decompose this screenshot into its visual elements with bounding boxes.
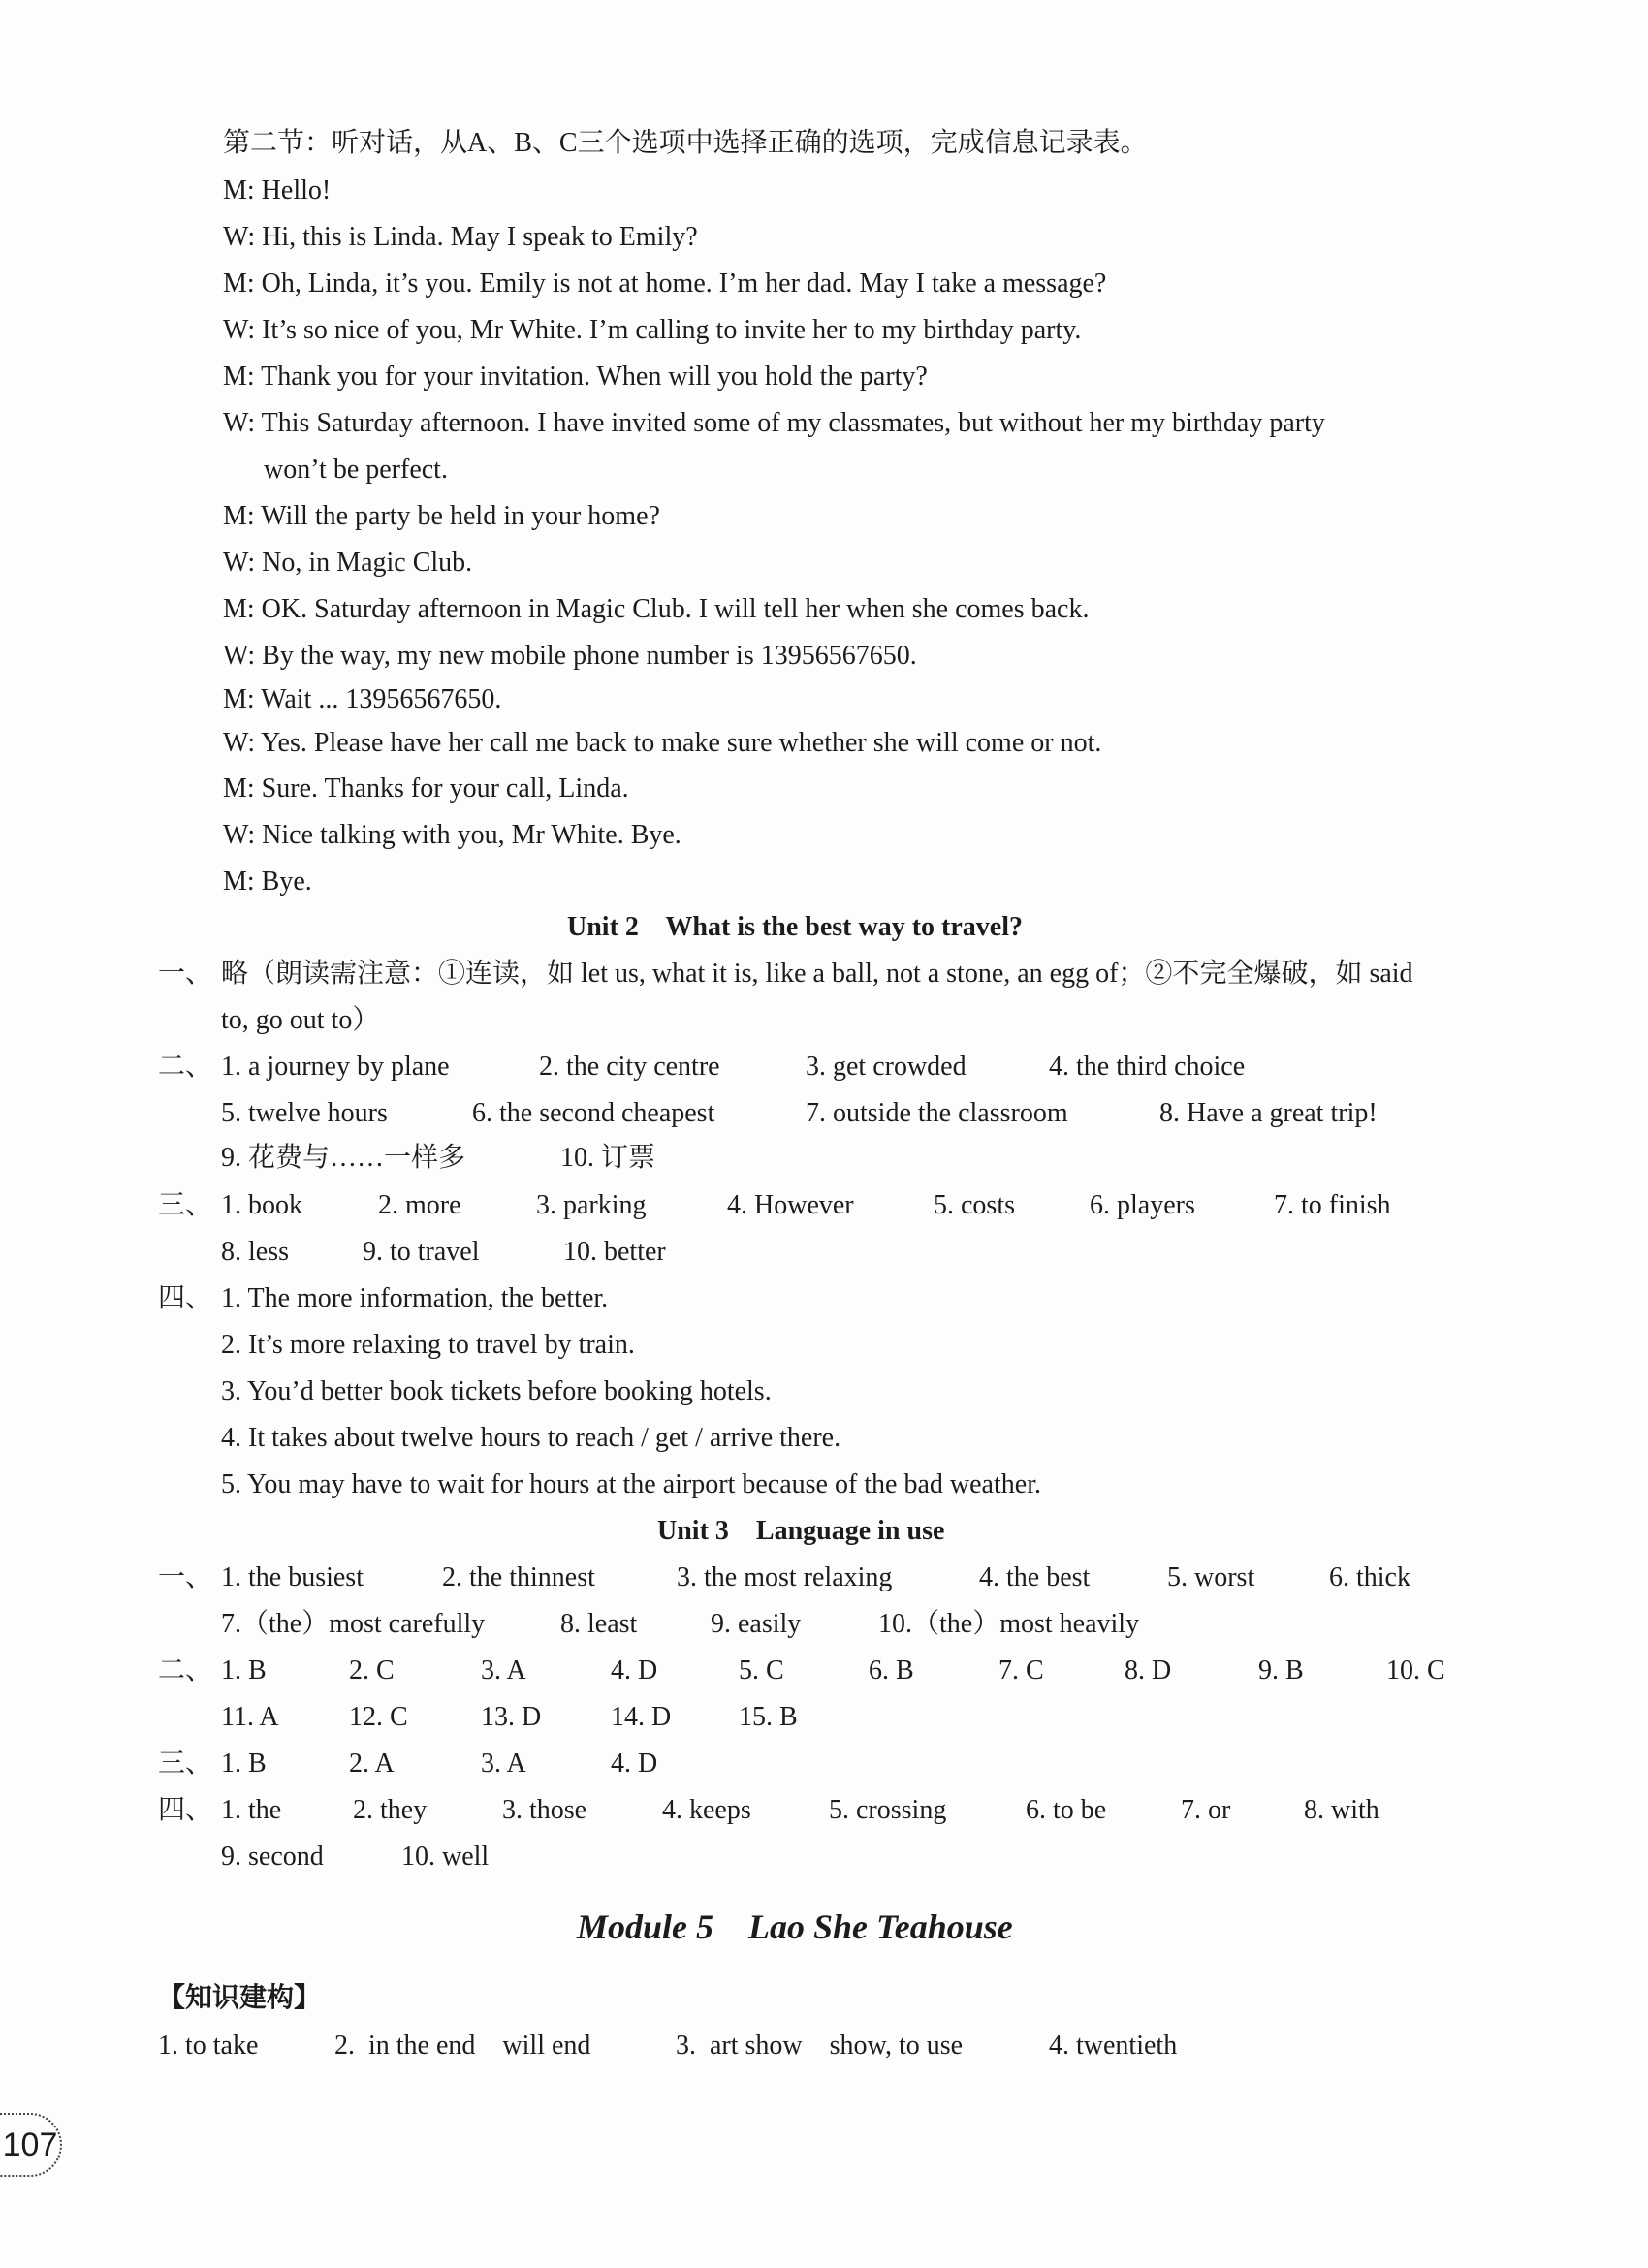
dialogue-line: M: Sure. Thanks for your call, Linda. <box>223 773 629 803</box>
dialogue-line: W: Yes. Please have her call me back to make sure whether she will come or not. <box>223 728 1102 758</box>
section-heading: 第二节：听对话，从A、B、C三个选项中选择正确的选项，完成信息记录表。 <box>223 128 1148 158</box>
part-marker: 二、 <box>158 1655 213 1685</box>
answer-item: 1. to take <box>158 2031 259 2061</box>
answer-item: 9. to travel <box>363 1237 480 1267</box>
unit2-title: Unit 2 What is the best way to travel? <box>567 912 1024 942</box>
answer-sentence: 5. You may have to wait for hours at the airport because of the bad weather. <box>221 1469 1041 1499</box>
answer-item: 3. those <box>502 1795 587 1825</box>
dialogue-line: M: Hello! <box>223 175 332 205</box>
answer-item: 8. D <box>1125 1655 1172 1685</box>
module-title: Module 5 Lao She Teahouse <box>577 1907 1013 1946</box>
part-marker: 四、 <box>158 1283 213 1313</box>
answer-item: 9. 花费与……一样多 <box>221 1143 466 1173</box>
part-marker: 四、 <box>158 1795 213 1825</box>
answer-item: 3. art show show, to use <box>676 2031 964 2061</box>
dialogue-line: won’t be perfect. <box>264 455 448 485</box>
answer-item: 7. or <box>1181 1795 1231 1825</box>
answer-item: 2. in the end will end <box>334 2031 591 2061</box>
answer-item: 9. second <box>221 1842 324 1872</box>
answer-sentence: 1. The more information, the better. <box>221 1283 609 1313</box>
answer-item: 2. the city centre <box>539 1052 720 1082</box>
unit2-part1-line: to, go out to） <box>221 1005 380 1035</box>
dialogue-line: M: Thank you for your invitation. When will you hold the party? <box>223 362 928 392</box>
answer-item: 8. least <box>560 1609 638 1639</box>
page-number: 107 <box>0 2113 62 2177</box>
answer-item: 7. to finish <box>1274 1190 1391 1220</box>
answer-item: 6. players <box>1090 1190 1195 1220</box>
answer-item: 11. A <box>221 1702 279 1732</box>
part-marker: 三、 <box>158 1190 213 1220</box>
dialogue-line: W: Hi, this is Linda. May I speak to Emily? <box>223 222 698 252</box>
answer-item: 3. get crowded <box>806 1052 967 1082</box>
answer-item: 1. the <box>221 1795 282 1825</box>
answer-item: 6. thick <box>1329 1562 1410 1592</box>
answer-item: 5. worst <box>1167 1562 1255 1592</box>
answer-item: 1. a journey by plane <box>221 1052 450 1082</box>
answer-item: 10.（the）most heavily <box>878 1609 1140 1639</box>
answer-item: 5. costs <box>934 1190 1015 1220</box>
answer-item: 4. D <box>611 1655 658 1685</box>
dialogue-line: M: OK. Saturday afternoon in Magic Club. I will tell her when she comes back. <box>223 594 1090 624</box>
answer-item: 4. D <box>611 1748 658 1779</box>
dialogue-line: W: This Saturday afternoon. I have invited some of my classmates, but without her my birthday party <box>223 408 1325 438</box>
dialogue-line: W: It’s so nice of you, Mr White. I’m calling to invite her to my birthday party. <box>223 315 1082 345</box>
answer-sentence: 4. It takes about twelve hours to reach / get / arrive there. <box>221 1423 841 1453</box>
answer-item: 1. B <box>221 1748 267 1779</box>
answer-item: 13. D <box>481 1702 542 1732</box>
answer-item: 5. C <box>739 1655 784 1685</box>
answer-item: 6. the second cheapest <box>472 1098 715 1128</box>
dialogue-line: M: Oh, Linda, it’s you. Emily is not at home. I’m her dad. May I take a message? <box>223 268 1107 299</box>
dialogue-line: W: By the way, my new mobile phone number is 13956567650. <box>223 641 917 671</box>
answer-item: 8. with <box>1304 1795 1379 1825</box>
answer-item: 6. B <box>869 1655 914 1685</box>
answer-item: 3. A <box>481 1655 526 1685</box>
answer-item: 10. well <box>401 1842 490 1872</box>
answer-item: 15. B <box>739 1702 798 1732</box>
answer-item: 2. the thinnest <box>442 1562 595 1592</box>
part-marker: 三、 <box>158 1748 213 1779</box>
answer-item: 5. twelve hours <box>221 1098 388 1128</box>
answer-item: 1. the busiest <box>221 1562 364 1592</box>
dialogue-line: M: Bye. <box>223 866 312 897</box>
answer-sentence: 3. You’d better book tickets before booking hotels. <box>221 1376 772 1406</box>
dialogue-line: W: No, in Magic Club. <box>223 548 473 578</box>
part-marker: 一、 <box>158 959 213 989</box>
answer-item: 3. the most relaxing <box>677 1562 893 1592</box>
answer-item: 3. parking <box>536 1190 647 1220</box>
answer-item: 2. C <box>349 1655 395 1685</box>
answer-item: 7. outside the classroom <box>806 1098 1068 1128</box>
answer-item: 8. Have a great trip! <box>1159 1098 1378 1128</box>
answer-item: 4. the third choice <box>1049 1052 1246 1082</box>
answer-item: 3. A <box>481 1748 526 1779</box>
knowledge-heading: 【知识建构】 <box>158 1983 322 2013</box>
answer-item: 5. crossing <box>829 1795 947 1825</box>
answer-item: 4. twentieth <box>1049 2031 1178 2061</box>
answer-item: 10. better <box>563 1237 666 1267</box>
answer-item: 4. the best <box>979 1562 1091 1592</box>
answer-item: 9. easily <box>711 1609 802 1639</box>
answer-item: 1. book <box>221 1190 302 1220</box>
answer-item: 7.（the）most carefully <box>221 1609 486 1639</box>
unit2-part1-line: 略（朗读需注意：①连读，如 let us, what it is, like a ball, not a stone, an egg of；②不完全爆破，如 said <box>221 959 1413 989</box>
answer-item: 9. B <box>1258 1655 1304 1685</box>
answer-item: 4. However <box>727 1190 854 1220</box>
answer-item: 1. B <box>221 1655 267 1685</box>
answer-item: 12. C <box>349 1702 408 1732</box>
unit3-title: Unit 3 Language in use <box>657 1516 945 1546</box>
answer-item: 2. more <box>378 1190 461 1220</box>
answer-item: 6. to be <box>1026 1795 1107 1825</box>
answer-item: 14. D <box>611 1702 672 1732</box>
dialogue-line: W: Nice talking with you, Mr White. Bye. <box>223 820 681 850</box>
part-marker: 二、 <box>158 1052 213 1082</box>
dialogue-line: M: Will the party be held in your home? <box>223 501 660 531</box>
answer-item: 10. 订票 <box>560 1143 656 1173</box>
part-marker: 一、 <box>158 1562 213 1592</box>
dialogue-line: M: Wait ... 13956567650. <box>223 684 502 714</box>
answer-sentence: 2. It’s more relaxing to travel by train. <box>221 1330 635 1360</box>
answer-item: 8. less <box>221 1237 289 1267</box>
answer-item: 2. A <box>349 1748 395 1779</box>
answer-item: 4. keeps <box>662 1795 751 1825</box>
answer-item: 2. they <box>353 1795 428 1825</box>
answer-item: 10. C <box>1386 1655 1445 1685</box>
answer-item: 7. C <box>998 1655 1044 1685</box>
